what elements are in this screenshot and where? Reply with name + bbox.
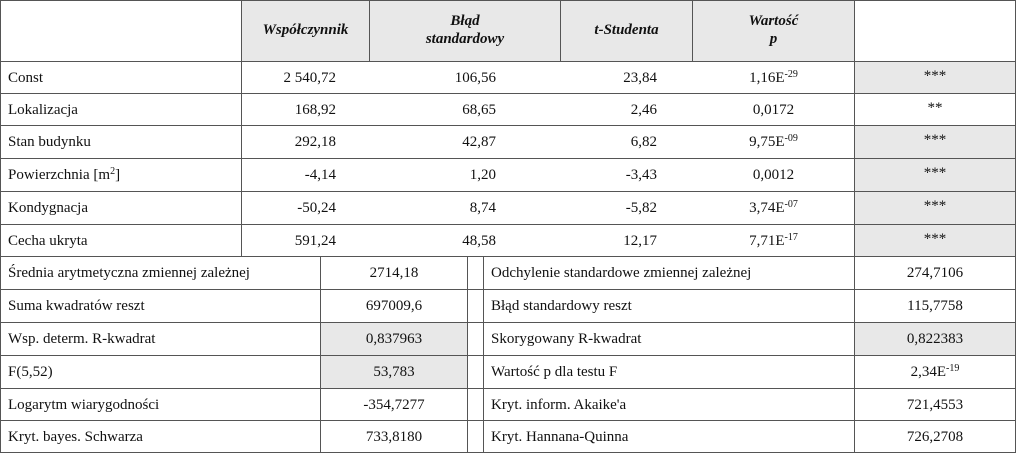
rule-section-divider bbox=[0, 256, 1016, 257]
significance-stars: *** bbox=[923, 231, 947, 247]
p-value: 0,0172 bbox=[752, 102, 795, 118]
stat-label-right: Kryt. Hannana-Quinna bbox=[491, 429, 629, 445]
significance-stars: *** bbox=[923, 68, 947, 84]
rule-header-bottom bbox=[0, 61, 1016, 62]
stat-label-right: Skorygowany R-kwadrat bbox=[491, 331, 642, 347]
rule-top bbox=[0, 0, 1016, 1]
p-value: $7,71E^{-17}$ bbox=[749, 232, 798, 249]
p-value: $3,74E^{-07}$ bbox=[749, 199, 798, 216]
row-label: Cecha ukryta bbox=[8, 233, 88, 249]
stat-label-left: F(5,52) bbox=[8, 364, 53, 380]
stat-label-left: Wsp. determ. R-kwadrat bbox=[8, 331, 156, 347]
stat-label-right: Odchylenie standardowe zmiennej zależnej bbox=[491, 265, 752, 281]
vrule-stats-rval bbox=[854, 256, 855, 453]
t-statistic-value: -3,43 bbox=[625, 167, 657, 183]
header-coefficient: Współczynnik bbox=[262, 22, 349, 38]
rule-stats-3 bbox=[0, 355, 1016, 356]
significance-stars: *** bbox=[923, 165, 947, 181]
row-label: Stan budynku bbox=[8, 134, 91, 150]
coefficient-value: -50,24 bbox=[297, 200, 336, 216]
stat-value-right: 115,7758 bbox=[907, 298, 963, 314]
stat-label-left: Średnia arytmetyczna zmiennej zależnej bbox=[8, 265, 250, 281]
rule-row-1 bbox=[0, 93, 1016, 94]
row-label: Powierzchnia $[m^2]$ bbox=[8, 166, 121, 183]
header-p-value: Wartość p bbox=[748, 13, 799, 47]
stat-value-right: $2,34E^{-19}$ bbox=[910, 363, 960, 380]
significance-stars: *** bbox=[923, 198, 947, 214]
stat-label-right: Kryt. inform. Akaike'a bbox=[491, 397, 627, 413]
coefficient-value: -4,14 bbox=[304, 167, 336, 183]
row-label: Const bbox=[8, 70, 44, 86]
header-standard-error: Błąd standardowy bbox=[425, 13, 505, 47]
t-statistic-value: 12,17 bbox=[623, 233, 657, 249]
standard-error-value: 48,58 bbox=[462, 233, 496, 249]
vrule-left bbox=[0, 0, 1, 453]
rule-row-2 bbox=[0, 125, 1016, 126]
rule-row-4 bbox=[0, 191, 1016, 192]
stat-label-left: Kryt. bayes. Schwarza bbox=[8, 429, 143, 445]
row-label: Kondygnacja bbox=[8, 200, 88, 216]
stat-value-right: 0,822383 bbox=[906, 331, 964, 347]
rule-stats-1 bbox=[0, 289, 1016, 290]
row-label: Lokalizacja bbox=[8, 102, 78, 118]
coefficient-value: 591,24 bbox=[294, 233, 336, 249]
stat-value-left: -354,7277 bbox=[363, 397, 425, 413]
rule-stats-5 bbox=[0, 420, 1016, 421]
p-value: $9,75E^{-09}$ bbox=[749, 133, 798, 150]
standard-error-value: 68,65 bbox=[462, 102, 496, 118]
header-t-student: t-Studenta bbox=[594, 22, 659, 38]
coefficient-value: 292,18 bbox=[294, 134, 336, 150]
t-statistic-value: -5,82 bbox=[625, 200, 657, 216]
stat-label-left: Logarytm wiarygodności bbox=[8, 397, 160, 413]
coefficient-value: 2 540,72 bbox=[283, 70, 336, 86]
standard-error-value: 106,56 bbox=[454, 70, 496, 86]
stat-label-right: Błąd standardowy reszt bbox=[491, 298, 632, 314]
stat-value-left: 2714,18 bbox=[369, 265, 419, 281]
coefficient-value: 168,92 bbox=[294, 102, 336, 118]
standard-error-value: 1,20 bbox=[469, 167, 496, 183]
standard-error-value: 42,87 bbox=[462, 134, 496, 150]
stat-value-right: 274,7106 bbox=[906, 265, 964, 281]
rule-stats-2 bbox=[0, 322, 1016, 323]
stat-value-left: 0,837963 bbox=[365, 331, 423, 347]
t-statistic-value: 2,46 bbox=[630, 102, 657, 118]
vrule-stats-lval bbox=[320, 256, 321, 453]
stat-value-left: 697009,6 bbox=[365, 298, 423, 314]
rule-stats-4 bbox=[0, 388, 1016, 389]
t-statistic-value: 6,82 bbox=[630, 134, 657, 150]
p-value: 0,0012 bbox=[752, 167, 795, 183]
t-statistic-value: 23,84 bbox=[623, 70, 657, 86]
vrule-stats-gap-left bbox=[467, 256, 468, 453]
vrule-p-stars bbox=[854, 0, 855, 257]
stat-value-right: 721,4553 bbox=[906, 397, 964, 413]
stat-label-right: Wartość p dla testu F bbox=[491, 364, 618, 380]
vrule-stats-gap-right bbox=[483, 256, 484, 453]
rule-row-5 bbox=[0, 224, 1016, 225]
significance-stars: ** bbox=[927, 100, 943, 116]
stat-value-left: 53,783 bbox=[373, 364, 415, 380]
stat-value-left: 733,8180 bbox=[365, 429, 423, 445]
rule-row-3 bbox=[0, 158, 1016, 159]
significance-stars: *** bbox=[923, 132, 947, 148]
standard-error-value: 8,74 bbox=[469, 200, 496, 216]
stat-value-right: 726,2708 bbox=[906, 429, 964, 445]
stat-label-left: Suma kwadratów reszt bbox=[8, 298, 145, 314]
p-value: $1,16E^{-29}$ bbox=[749, 69, 798, 86]
